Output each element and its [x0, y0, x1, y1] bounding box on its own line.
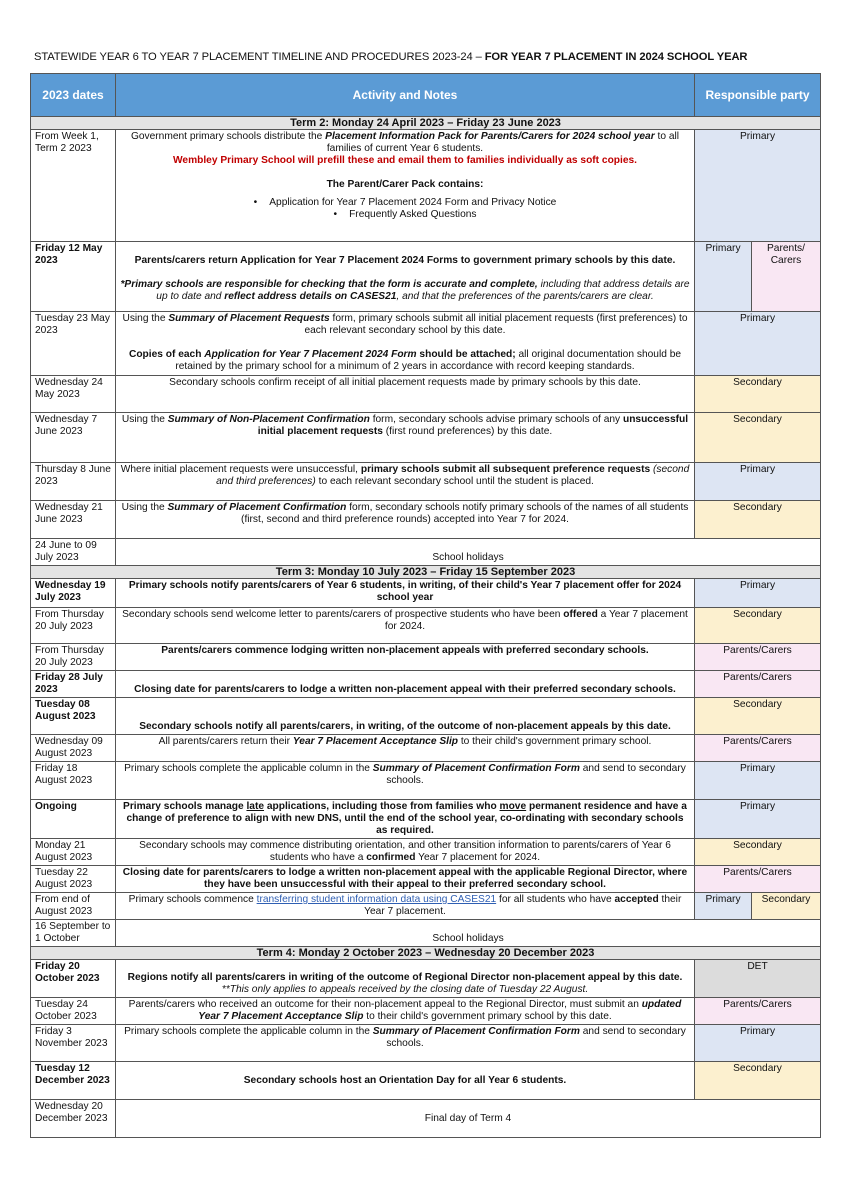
table-row [31, 1025, 821, 1062]
table-row [31, 463, 821, 501]
table-row [31, 800, 821, 839]
row-responsible: Parents/Carers [695, 866, 821, 893]
table-row [31, 1062, 821, 1100]
row-activity: Where initial placement requests were unsuccessful, primary schools submit all subsequent preference requests (second and third preferences) to each relevant secondary school until the student is placed. [116, 463, 695, 501]
row-activity: Using the Summary of Non-Placement Confirmation form, secondary schools advise primary schools of any unsuccessful initial placement requests (first round preferences) by this date. [116, 413, 695, 463]
term-row [31, 117, 821, 130]
row-responsible: Secondary [695, 1062, 821, 1100]
row-activity: All parents/carers return their Year 7 Placement Acceptance Slip to their child's government primary school. [116, 735, 695, 762]
row-responsible: Primary [695, 1025, 821, 1062]
row-responsible: Parents/Carers [695, 644, 821, 671]
row-activity: School holidays [116, 920, 821, 947]
row-responsible: Parents/Carers [695, 998, 821, 1025]
row-activity: Closing date for parents/carers to lodge a written non-placement appeal with the applicable Regional Director, where they have been unsuccessful with their appeal to their preferred secondary school. [116, 866, 695, 893]
row-responsible-secondary: Secondary [752, 893, 821, 920]
row-date: Wednesday 7 June 2023 [31, 413, 116, 463]
table-header-row [31, 74, 821, 117]
term-row [31, 566, 821, 579]
row-date: Wednesday 09 August 2023 [31, 735, 116, 762]
row-date: Wednesday 21 June 2023 [31, 501, 116, 539]
table-row [31, 1100, 821, 1138]
table-row [31, 698, 821, 735]
term-2-heading: Term 2: Monday 24 April 2023 – Friday 23 June 2023 [31, 117, 821, 130]
list-item: • Frequently Asked Questions [120, 209, 690, 221]
row-responsible-primary: Primary [695, 242, 752, 312]
row-activity: Parents/carers commence lodging written non-placement appeals with preferred secondary schools. [116, 644, 695, 671]
row-date: Tuesday 22 August 2023 [31, 866, 116, 893]
row-date: Friday 3 November 2023 [31, 1025, 116, 1062]
row-date: Friday 18 August 2023 [31, 762, 116, 800]
table-row [31, 893, 821, 920]
header-dates: 2023 dates [31, 74, 116, 117]
row-activity: Primary schools notify parents/carers of Year 6 students, in writing, of their child's Year 7 placement offer for 2024 school year [116, 579, 695, 608]
row-activity: Primary schools commence transferring student information data using CASES21 for all students who have accepted their Year 7 placement. [116, 893, 695, 920]
row-responsible: Parents/Carers [695, 671, 821, 698]
row-date: 16 September to 1 October [31, 920, 116, 947]
row-date: From Thursday 20 July 2023 [31, 608, 116, 644]
row-activity: Secondary schools may commence distributing orientation, and other transition information to parents/carers of Year 6 students who have a confirmed Year 7 placement for 2024. [116, 839, 695, 866]
row-date: Friday 20 October 2023 [31, 960, 116, 998]
row-activity: Secondary schools notify all parents/carers, in writing, of the outcome of non-placement appeals by this date. [116, 698, 695, 735]
row-activity: Primary schools complete the applicable column in the Summary of Placement Confirmation Form and send to secondary schools. [116, 1025, 695, 1062]
table-row [31, 413, 821, 463]
header-activity: Activity and Notes [116, 74, 695, 117]
term-3-heading: Term 3: Monday 10 July 2023 – Friday 15 September 2023 [31, 566, 821, 579]
row-responsible: Primary [695, 800, 821, 839]
row-date: Friday 28 July 2023 [31, 671, 116, 698]
table-row [31, 762, 821, 800]
row-responsible-parents: Parents/ Carers [752, 242, 821, 312]
row-date: Friday 12 May 2023 [31, 242, 116, 312]
row-activity: Using the Summary of Placement Requests form, primary schools submit all initial placement requests (first preferences) to each relevant secondary school by this date. Copies of each Application for Year 7 Placement 2024 Form should be attached; all original documentation should be retained by the primary school for a minimum of 2 years in accordance with record keeping standards. [116, 312, 695, 376]
row-activity: Government primary schools distribute the Placement Information Pack for Parents/Carers for 2024 school year to all families of current Year 6 students. Wembley Primary School will prefill these and email them to families individually as soft copies. The Parent/Carer Pack contains: • Application for Year 7 Placement 2024 Form and Privacy Notice • Frequently Asked Questions [116, 130, 695, 242]
row-responsible: Primary [695, 579, 821, 608]
table-row [31, 130, 821, 242]
row-responsible: Primary [695, 312, 821, 376]
header-responsible: Responsible party [695, 74, 821, 117]
table-row [31, 671, 821, 698]
table-row [31, 960, 821, 998]
row-date: Ongoing [31, 800, 116, 839]
table-row [31, 539, 821, 566]
row-activity: Parents/carers return Application for Year 7 Placement 2024 Forms to government primary schools by this date. *Primary schools are responsible for checking that the form is accurate and complete, including that address details are up to date and reflect address details on CASES21, and that the preferences of the parents/carers are clear. [116, 242, 695, 312]
table-row [31, 998, 821, 1025]
row-responsible: Secondary [695, 698, 821, 735]
row-responsible: Primary [695, 463, 821, 501]
table-row [31, 866, 821, 893]
row-activity: School holidays [116, 539, 821, 566]
row-responsible: Secondary [695, 608, 821, 644]
row-activity: Secondary schools host an Orientation Day for all Year 6 students. [116, 1062, 695, 1100]
row-responsible: Secondary [695, 376, 821, 413]
title-bold: FOR YEAR 7 PLACEMENT IN 2024 SCHOOL YEAR [484, 51, 748, 63]
cases21-link[interactable]: transferring student information data using CASES21 [256, 894, 497, 905]
term-4-heading: Term 4: Monday 2 October 2023 – Wednesday 20 December 2023 [31, 947, 821, 960]
row-date: Wednesday 24 May 2023 [31, 376, 116, 413]
row-date: Wednesday 19 July 2023 [31, 579, 116, 608]
row-responsible: Secondary [695, 413, 821, 463]
row-date: Tuesday 08 August 2023 [31, 698, 116, 735]
table-row [31, 735, 821, 762]
row-activity: Regions notify all parents/carers in writing of the outcome of Regional Director non-placement appeal by this date. **This only applies to appeals received by the closing date of Tuesday 22 August. [116, 960, 695, 998]
table-row [31, 839, 821, 866]
table-row [31, 644, 821, 671]
row-date: Tuesday 12 December 2023 [31, 1062, 116, 1100]
table-row [31, 608, 821, 644]
title-main: STATEWIDE YEAR 6 TO YEAR 7 PLACEMENT TIMELINE AND PROCEDURES 2023-24 – [34, 51, 485, 63]
row-date: Wednesday 20 December 2023 [31, 1100, 116, 1138]
row-responsible: Parents/Carers [695, 735, 821, 762]
row-activity: Final day of Term 4 [116, 1100, 821, 1138]
row-date: 24 June to 09 July 2023 [31, 539, 116, 566]
pack-contents-list [120, 197, 690, 221]
row-responsible: DET [695, 960, 821, 998]
row-responsible: Primary [695, 130, 821, 242]
placement-timeline-table [30, 73, 821, 1138]
row-responsible-primary: Primary [695, 893, 752, 920]
row-activity: Primary schools complete the applicable column in the Summary of Placement Confirmation Form and send to secondary schools. [116, 762, 695, 800]
row-responsible: Secondary [695, 501, 821, 539]
table-row [31, 579, 821, 608]
row-activity: Secondary schools send welcome letter to parents/carers of prospective students who have been offered a Year 7 placement for 2024. [116, 608, 695, 644]
table-row [31, 242, 821, 312]
row-activity: Parents/carers who received an outcome for their non-placement appeal to the Regional Director, must submit an updated Year 7 Placement Acceptance Slip to their child's government primary school by this date. [116, 998, 695, 1025]
document-title [34, 51, 747, 63]
row-date: Tuesday 23 May 2023 [31, 312, 116, 376]
row-date: Thursday 8 June 2023 [31, 463, 116, 501]
table-row [31, 312, 821, 376]
table-row [31, 376, 821, 413]
row-activity: Closing date for parents/carers to lodge a written non-placement appeal with their preferred secondary schools. [116, 671, 695, 698]
row-responsible: Primary [695, 762, 821, 800]
list-item: • Application for Year 7 Placement 2024 Form and Privacy Notice [120, 197, 690, 209]
row-date: From Thursday 20 July 2023 [31, 644, 116, 671]
table-row [31, 501, 821, 539]
row-activity: Secondary schools confirm receipt of all initial placement requests made by primary schools by this date. [116, 376, 695, 413]
row-date: Monday 21 August 2023 [31, 839, 116, 866]
row-date: Tuesday 24 October 2023 [31, 998, 116, 1025]
row-activity: Using the Summary of Placement Confirmation form, secondary schools notify primary schools of the names of all students (first, second and third preference rounds) accepted into Year 7 for 2024. [116, 501, 695, 539]
row-responsible: Secondary [695, 839, 821, 866]
school-note: Wembley Primary School will prefill these and email them to families individually as soft copies. [172, 155, 638, 166]
table-row [31, 920, 821, 947]
row-date: From end of August 2023 [31, 893, 116, 920]
row-date: From Week 1, Term 2 2023 [31, 130, 116, 242]
term-row [31, 947, 821, 960]
row-activity: Primary schools manage late applications, including those from families who move permanent residence and have a change of preference to align with new DNS, until the end of the school year, co-ordinating with secondary schools as required. [116, 800, 695, 839]
